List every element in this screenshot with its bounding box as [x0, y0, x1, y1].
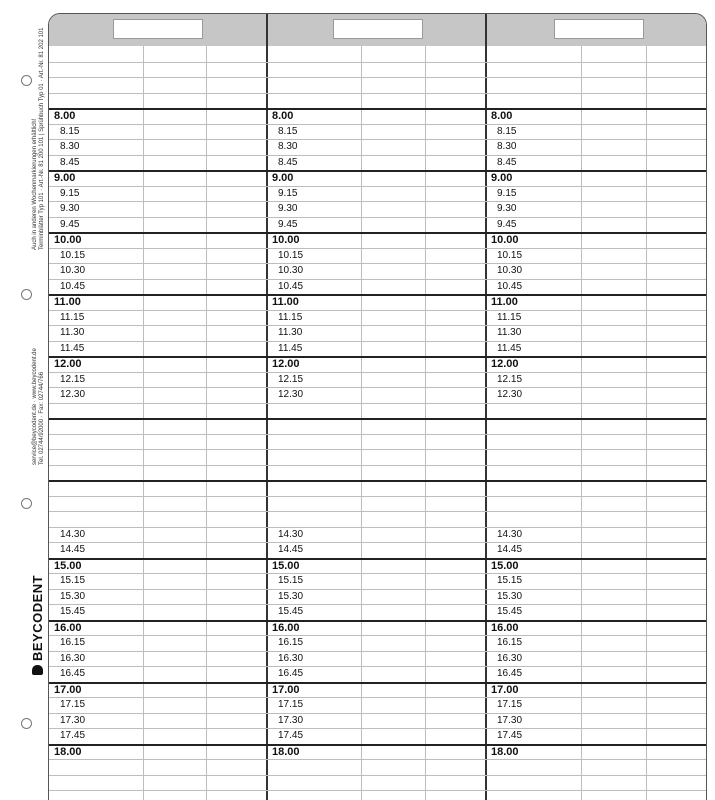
time-label: 12.15 — [60, 374, 86, 385]
time-label: 15.00 — [54, 560, 82, 572]
time-label: 16.15 — [278, 637, 304, 648]
hour-rule — [49, 744, 706, 746]
time-label: 9.45 — [497, 219, 517, 230]
contact-web: service@beycodent.de · www.beycodent.de — [32, 348, 38, 465]
time-label: 16.45 — [60, 668, 86, 679]
time-label: 12.30 — [497, 389, 523, 400]
slot-rule — [49, 713, 706, 714]
time-label: 9.45 — [60, 219, 80, 230]
slot-rule — [49, 263, 706, 264]
slot-rule — [49, 341, 706, 342]
time-label: 15.45 — [497, 606, 523, 617]
time-label: 16.00 — [491, 622, 519, 634]
time-label: 11.00 — [272, 296, 299, 308]
slot-rule — [49, 387, 706, 388]
slot-rule — [49, 759, 706, 760]
slot-rule — [49, 480, 706, 482]
product-info-2: Auch in anderen Wochenmarkierungen erhältlich! — [32, 118, 38, 250]
time-label: 8.00 — [491, 110, 513, 122]
column-rule — [206, 46, 207, 800]
time-label: 10.45 — [278, 281, 304, 292]
hour-rule — [49, 558, 706, 560]
column-rule — [143, 46, 144, 800]
time-label: 10.15 — [60, 250, 86, 261]
slot-rule — [49, 62, 706, 63]
slot-rule — [49, 186, 706, 187]
time-label: 15.15 — [60, 575, 86, 586]
time-label: 10.45 — [497, 281, 523, 292]
punch-hole-icon — [21, 718, 32, 729]
slot-rule — [49, 124, 706, 125]
slot-rule — [49, 542, 706, 543]
time-label: 9.15 — [497, 188, 517, 199]
slot-rule — [49, 403, 706, 404]
slot-rule — [49, 248, 706, 249]
time-label: 16.45 — [278, 668, 304, 679]
time-label: 16.30 — [278, 653, 304, 664]
time-label: 12.00 — [272, 358, 300, 370]
time-label: 11.45 — [60, 343, 85, 354]
time-label: 9.00 — [54, 172, 76, 184]
slot-rule — [49, 310, 706, 311]
time-label: 16.00 — [54, 622, 82, 634]
time-label: 8.15 — [60, 126, 80, 137]
time-label: 8.00 — [272, 110, 294, 122]
time-label: 15.30 — [60, 591, 86, 602]
time-label: 15.15 — [278, 575, 304, 586]
time-label: 15.30 — [497, 591, 523, 602]
slot-rule — [49, 449, 706, 450]
time-label: 8.45 — [60, 157, 80, 168]
time-label: 17.45 — [60, 730, 86, 741]
time-label: 11.30 — [278, 327, 303, 338]
slot-rule — [49, 93, 706, 94]
slot-rule — [49, 666, 706, 667]
time-label: 17.00 — [272, 684, 300, 696]
time-label: 14.45 — [497, 544, 523, 555]
hour-rule — [49, 356, 706, 358]
slot-rule — [49, 139, 706, 140]
time-label: 9.00 — [491, 172, 513, 184]
time-label: 10.30 — [60, 265, 86, 276]
brand-logo — [30, 575, 45, 675]
slot-rule — [49, 697, 706, 698]
column-rule — [646, 46, 647, 800]
time-label: 17.45 — [497, 730, 523, 741]
time-label: 9.15 — [60, 188, 80, 199]
column-rule — [425, 46, 426, 800]
slot-rule — [49, 77, 706, 78]
time-label: 17.45 — [278, 730, 304, 741]
time-label: 8.45 — [497, 157, 517, 168]
time-label: 9.00 — [272, 172, 294, 184]
time-label: 16.15 — [497, 637, 523, 648]
time-label: 15.15 — [497, 575, 523, 586]
time-label: 10.45 — [60, 281, 86, 292]
time-label: 14.30 — [497, 529, 523, 540]
time-label: 11.45 — [497, 343, 522, 354]
time-label: 10.00 — [272, 234, 300, 246]
slot-rule — [49, 511, 706, 512]
logo-wordmark: BEYCODENT — [30, 574, 45, 661]
time-label: 11.15 — [278, 312, 303, 323]
time-label: 17.30 — [497, 715, 523, 726]
slot-rule — [49, 573, 706, 574]
hour-rule — [49, 170, 706, 172]
time-label: 10.30 — [278, 265, 304, 276]
time-label: 12.00 — [491, 358, 519, 370]
hour-rule — [49, 682, 706, 684]
time-label: 8.45 — [278, 157, 298, 168]
slot-rule — [49, 418, 706, 420]
time-label: 8.15 — [497, 126, 517, 137]
time-label: 10.30 — [497, 265, 523, 276]
time-label: 11.00 — [491, 296, 518, 308]
day-name-box[interactable] — [554, 19, 644, 39]
time-label: 11.30 — [60, 327, 85, 338]
time-label: 18.00 — [491, 746, 519, 758]
slot-rule — [49, 217, 706, 218]
slot-rule — [49, 651, 706, 652]
time-label: 14.30 — [278, 529, 304, 540]
time-label: 11.15 — [497, 312, 522, 323]
time-label: 10.00 — [491, 234, 519, 246]
time-label: 8.30 — [278, 141, 298, 152]
time-label: 16.30 — [60, 653, 86, 664]
time-label: 15.45 — [60, 606, 86, 617]
time-label: 17.15 — [60, 699, 86, 710]
time-label: 16.00 — [272, 622, 300, 634]
logo-mark-icon — [32, 665, 43, 675]
time-label: 8.15 — [278, 126, 298, 137]
punch-hole-icon — [21, 75, 32, 86]
time-label: 11.15 — [60, 312, 85, 323]
time-label: 16.30 — [497, 653, 523, 664]
time-label: 14.45 — [278, 544, 304, 555]
hour-rule — [49, 232, 706, 234]
time-label: 14.45 — [60, 544, 86, 555]
time-label: 16.45 — [497, 668, 523, 679]
appointment-sheet — [48, 13, 707, 800]
time-label: 10.00 — [54, 234, 82, 246]
time-label: 17.00 — [54, 684, 82, 696]
column-rule — [581, 46, 582, 800]
time-label: 16.15 — [60, 637, 86, 648]
time-label: 8.30 — [497, 141, 517, 152]
time-label: 8.30 — [60, 141, 80, 152]
time-label: 12.15 — [278, 374, 304, 385]
slot-rule — [49, 635, 706, 636]
time-label: 12.00 — [54, 358, 82, 370]
hour-rule — [49, 108, 706, 110]
time-label: 9.30 — [60, 203, 80, 214]
time-label: 17.15 — [497, 699, 523, 710]
time-label: 15.00 — [491, 560, 519, 572]
hour-rule — [49, 620, 706, 622]
slot-rule — [49, 155, 706, 156]
time-label: 12.30 — [278, 389, 304, 400]
slot-rule — [49, 604, 706, 605]
time-label: 10.15 — [497, 250, 523, 261]
product-info-1: Terminblätter Typ 101 · Art.-Nr. 81 200 101 | Sprühbuch Typ 01 · Art.-Nr. 81 202 101 — [39, 27, 45, 250]
punch-hole-icon — [21, 498, 32, 509]
punch-hole-icon — [21, 289, 32, 300]
time-label: 11.45 — [278, 343, 303, 354]
slot-rule — [49, 325, 706, 326]
hour-rule — [49, 294, 706, 296]
time-label: 15.00 — [272, 560, 300, 572]
time-label: 8.00 — [54, 110, 76, 122]
time-label: 17.00 — [491, 684, 519, 696]
time-label: 11.30 — [497, 327, 522, 338]
slot-rule — [49, 790, 706, 791]
slot-rule — [49, 728, 706, 729]
slot-rule — [49, 279, 706, 280]
slot-rule — [49, 465, 706, 466]
time-label: 12.30 — [60, 389, 86, 400]
slot-rule — [49, 201, 706, 202]
time-label: 17.15 — [278, 699, 304, 710]
time-label: 10.15 — [278, 250, 304, 261]
time-label: 15.45 — [278, 606, 304, 617]
column-rule — [361, 46, 362, 800]
time-label: 12.15 — [497, 374, 523, 385]
time-label: 14.30 — [60, 529, 86, 540]
slot-rule — [49, 589, 706, 590]
time-label: 15.30 — [278, 591, 304, 602]
time-label: 9.45 — [278, 219, 298, 230]
contact-phone: Tel. 02744/92000 · Fax: 02744/766 — [39, 371, 45, 465]
slot-rule — [49, 434, 706, 435]
time-label: 9.15 — [278, 188, 298, 199]
time-label: 11.00 — [54, 296, 81, 308]
slot-rule — [49, 372, 706, 373]
time-label: 9.30 — [497, 203, 517, 214]
time-label: 9.30 — [278, 203, 298, 214]
time-label: 18.00 — [272, 746, 300, 758]
day-name-box[interactable] — [333, 19, 423, 39]
time-label: 17.30 — [278, 715, 304, 726]
day-name-box[interactable] — [113, 19, 203, 39]
slot-rule — [49, 496, 706, 497]
slot-rule — [49, 775, 706, 776]
time-label: 17.30 — [60, 715, 86, 726]
slot-rule — [49, 527, 706, 528]
time-label: 18.00 — [54, 746, 82, 758]
